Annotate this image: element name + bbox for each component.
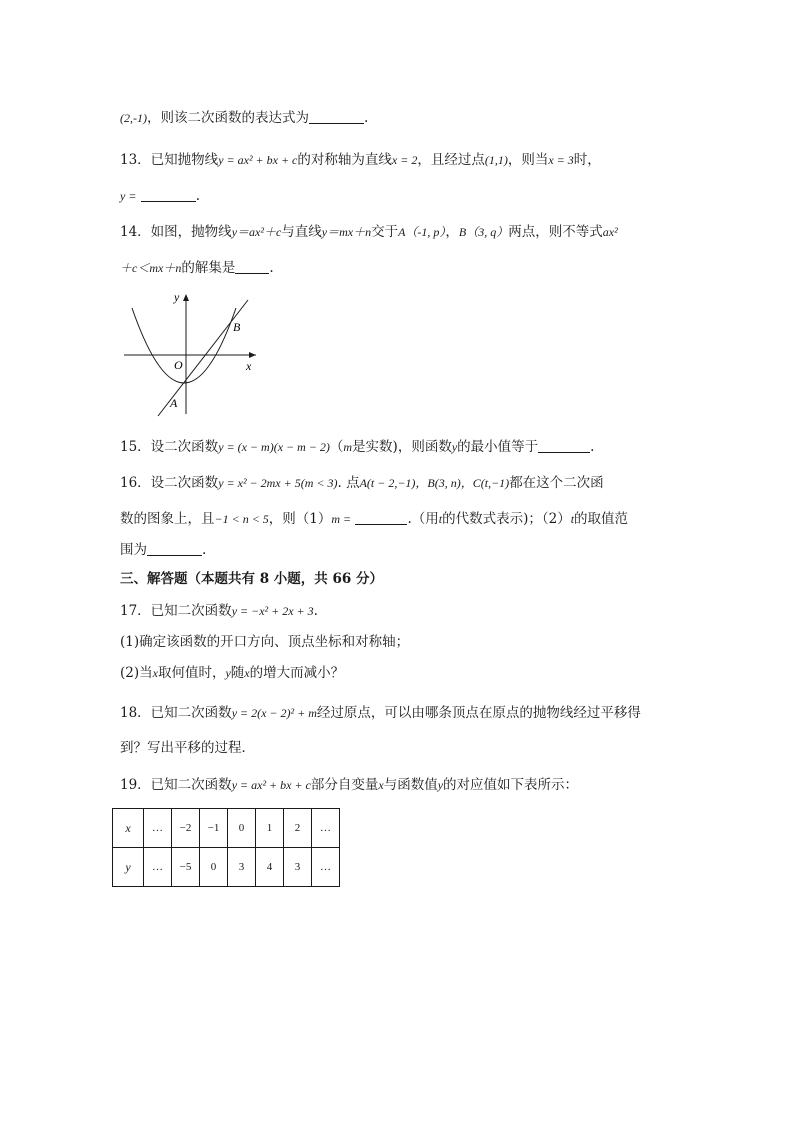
table-cell: …: [144, 848, 172, 887]
q18-equation: y = 2(x − 2)² + m: [231, 706, 317, 720]
q15-m: m: [343, 440, 353, 454]
table-cell: 1: [256, 809, 284, 848]
period: .: [364, 110, 369, 126]
var-x: x: [244, 666, 250, 680]
q17-text: 17．已知二次函数: [120, 603, 232, 619]
value-table: [112, 808, 340, 887]
q19-text4: 的对应值如下表所示：: [443, 777, 579, 793]
table-cell: …: [312, 809, 340, 848]
comma: ，: [445, 224, 459, 240]
answer-blank: [141, 187, 196, 202]
q13-text5: 时，: [573, 152, 601, 168]
answer-blank: [309, 109, 364, 124]
q15-y: y: [451, 440, 458, 454]
q16-line3: [120, 540, 206, 560]
q13-line2: [120, 186, 200, 206]
q14-inequality1: ax²: [602, 225, 618, 239]
q16-text3: .（用: [407, 511, 439, 527]
point-b-label: B: [233, 320, 241, 334]
q18-text2: 经过原点，可以由哪条顶点在原点的抛物线经过平移得: [316, 705, 641, 721]
q15-equation: y = (x − m)(x − m − 2): [218, 440, 330, 454]
q16-m: m =: [331, 512, 352, 526]
table-row: [113, 848, 340, 887]
q14-point-b: B（3, q）: [458, 225, 509, 239]
period: .: [195, 188, 201, 204]
q16-text3: 都在这个二次函: [509, 475, 604, 491]
q13-point: (1,1): [484, 153, 508, 167]
table-row: [113, 809, 340, 848]
var-y: y: [225, 666, 231, 680]
q14-text: 14．如图，抛物线: [120, 224, 232, 240]
q15-text: 15．设二次函数: [120, 439, 219, 455]
q16-text: 数的图象上，且: [120, 511, 215, 527]
point-a-label: A: [170, 396, 178, 410]
q16-line2: [120, 509, 628, 529]
origin-label: O: [174, 358, 183, 372]
q14-text5: 的解集是: [181, 260, 236, 276]
table-cell: 3: [228, 848, 256, 887]
period: .: [269, 260, 274, 276]
q18-line1: [120, 703, 641, 723]
q17-part2: [120, 663, 344, 683]
q16-equation: y = x² − 2mx + 5(m < 3): [218, 476, 338, 490]
q13-equation: y = ax² + bx + c: [218, 153, 298, 167]
q14-text3: 交于: [371, 224, 399, 240]
q13-text3: ，且经过点: [417, 152, 485, 168]
answer-blank: [147, 541, 202, 556]
q13-line1: [120, 150, 601, 170]
q17-text3: 随: [230, 665, 245, 681]
q14-text4: 两点，则不等式: [508, 224, 603, 240]
y-axis-label: y: [174, 290, 180, 304]
q18-text: 18．已知二次函数: [120, 705, 232, 721]
q13-text4: ，则当: [507, 152, 549, 168]
table-cell: 4: [256, 848, 284, 887]
q14-point-a: A（-1, p）: [398, 225, 446, 239]
q16-text5: 的取值范: [574, 511, 629, 527]
q13-xvalue: x = 3: [548, 153, 574, 167]
q12-text: ，则该二次函数的表达式为: [147, 110, 309, 126]
q16-text2: . 点: [337, 475, 360, 491]
table-cell: …: [144, 809, 172, 848]
q14-line2: [120, 258, 274, 278]
answer-blank: [235, 259, 269, 274]
table-cell: 3: [284, 848, 312, 887]
y-axis-arrow: [183, 294, 189, 301]
q14-line1: [120, 222, 618, 242]
q15-text4: 的最小值等于: [457, 439, 539, 455]
q14-parabola: y＝ax²＋c: [231, 225, 282, 239]
point-text: (2,-1): [120, 111, 147, 125]
q17-text4: 的增大而减小？: [249, 665, 345, 681]
q16-condition: −1 < n < 5: [214, 512, 269, 526]
q13-y: y =: [120, 189, 137, 203]
var-x: x: [152, 666, 158, 680]
q17-line: [120, 601, 318, 621]
table-cell: −5: [172, 848, 200, 887]
q15-text3: 是实数)，则函数: [352, 439, 452, 455]
q15-line: [120, 437, 594, 457]
period: .: [313, 603, 318, 619]
answer-blank: [355, 510, 407, 525]
table-cell: 2: [284, 809, 312, 848]
parabola-curve: [132, 308, 236, 383]
q19-text2: 部分自变量: [310, 777, 379, 793]
table-cell: −2: [172, 809, 200, 848]
paren: （: [329, 439, 344, 455]
row-header: y: [113, 848, 144, 887]
q16-text: 16．设二次函数: [120, 475, 219, 491]
q16-text4: 的代数式表示)；（2）: [442, 511, 571, 527]
q19-text: 19．已知二次函数: [120, 777, 232, 793]
q17-part1: (1)确定该函数的开口方向、顶点坐标和对称轴；: [120, 634, 410, 650]
table-cell: …: [312, 848, 340, 887]
q12-continuation: [120, 108, 368, 128]
q13-text2: 的对称轴为直线: [297, 152, 392, 168]
var-y: y: [437, 778, 444, 792]
period: .: [202, 542, 207, 558]
x-axis-arrow: [249, 352, 256, 358]
q19-text3: 与函数值: [383, 777, 438, 793]
q17-text2: 取何值时，: [157, 665, 226, 681]
q13-text: 13．已知抛物线: [120, 152, 219, 168]
q14-text2: 与直线: [281, 224, 322, 240]
answer-blank: [538, 438, 590, 453]
q19-equation: y = ax² + bx + c: [231, 778, 311, 792]
q18-line2: 到？写出平移的过程．: [120, 740, 255, 756]
q19-line: [120, 775, 578, 795]
table-cell: 0: [200, 848, 228, 887]
q14-inequality2: ＋c＜mx＋n: [120, 261, 182, 275]
q16-t: t: [438, 512, 443, 526]
q16-t2: t: [570, 512, 575, 526]
q14-line-eq: y＝mx＋n: [321, 225, 372, 239]
q17-text: (2)当: [120, 665, 153, 681]
q13-axis: x = 2: [391, 153, 418, 167]
q16-text2: ，则（1）: [268, 511, 332, 527]
q16-points: A(t − 2,−1)，B(3, n)，C(t,−1): [359, 476, 510, 490]
row-header: x: [113, 809, 144, 848]
table-cell: 0: [228, 809, 256, 848]
q17-equation: y = −x² + 2x + 3: [231, 604, 314, 618]
parabola-line-graph: [120, 288, 260, 418]
var-x: x: [378, 778, 384, 792]
period: .: [590, 439, 595, 455]
q16-line1: [120, 473, 604, 493]
table-cell: −1: [200, 809, 228, 848]
q16-text: 围为: [120, 542, 147, 558]
section-heading: 三、解答题（本题共有 8 小题，共 66 分）: [120, 571, 383, 587]
x-axis-label: x: [246, 359, 252, 373]
